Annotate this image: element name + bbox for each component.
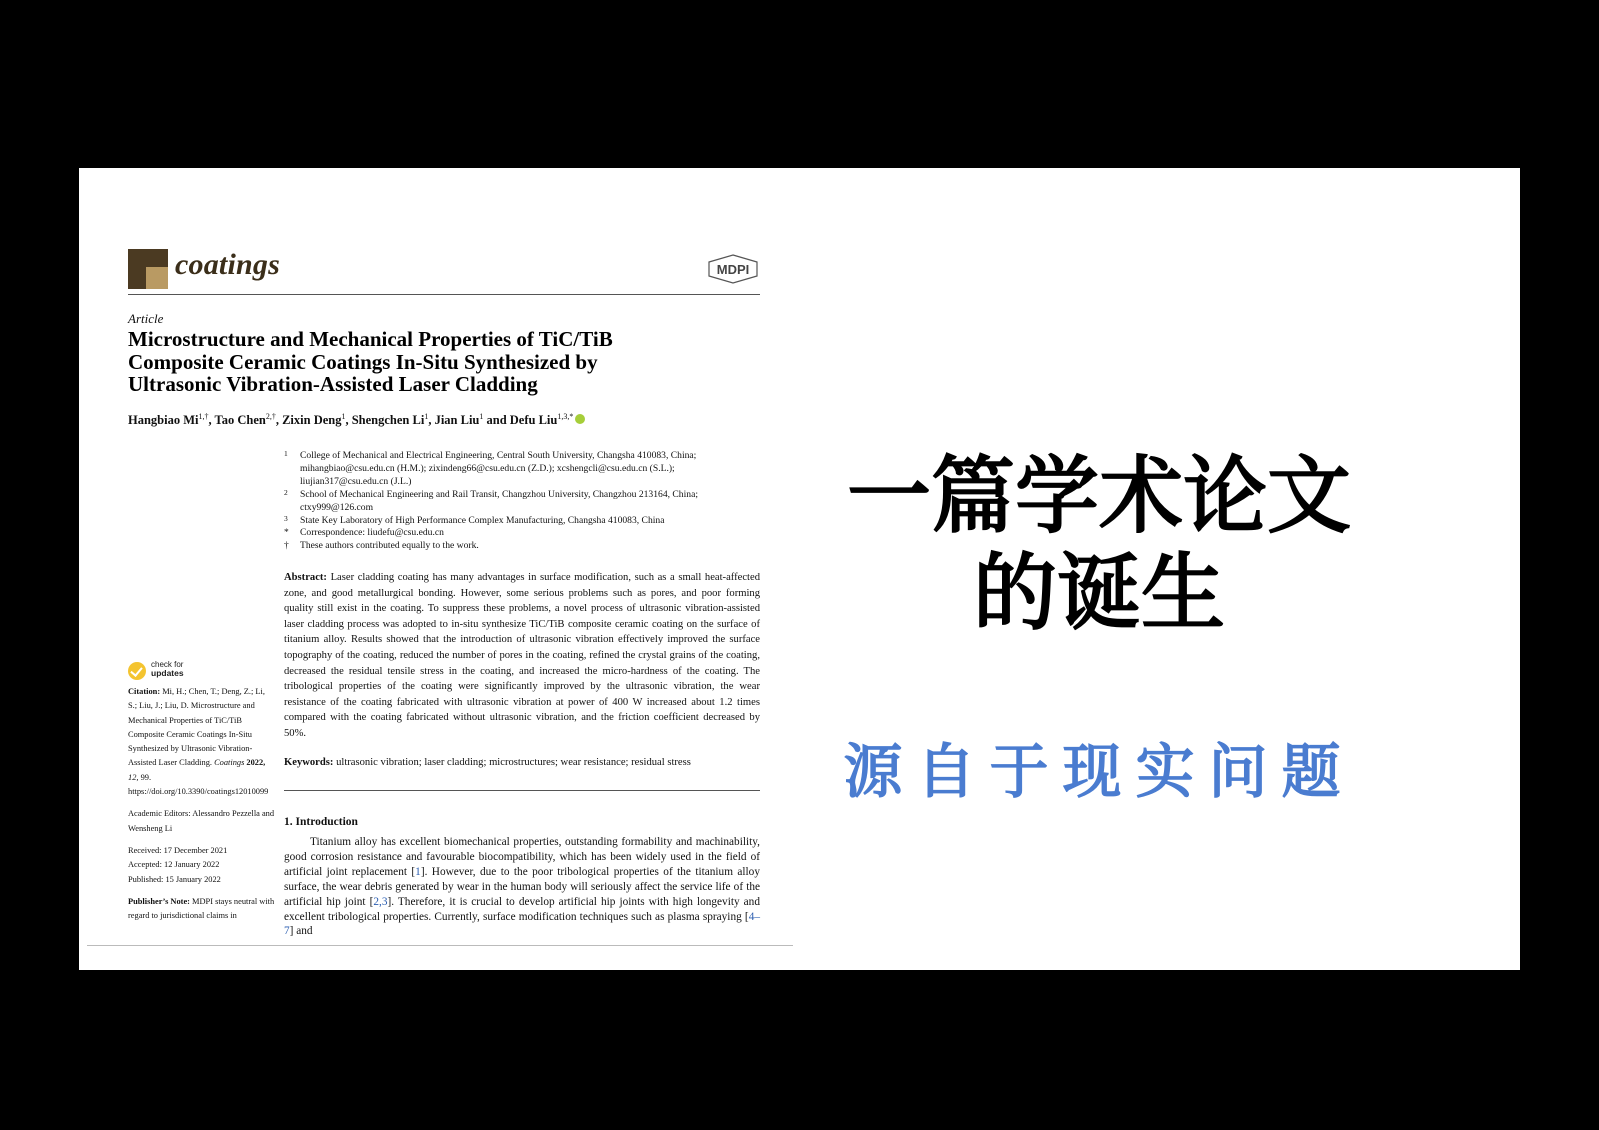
page-bottom-divider (87, 945, 793, 946)
received-date: Received: 17 December 2021 (128, 845, 228, 855)
intro-paragraph (284, 835, 760, 939)
slide-subtitle: 源自于现实问题 (843, 737, 1355, 806)
slide-title-line: 一篇学术论文 (846, 447, 1351, 545)
intro-text-segment: ]. Therefore, it is crucial to develop artificial hip joints with high longevity and excellent tribological properties. Currently, surface modification techniques such as plasma spraying [ (284, 895, 760, 923)
affiliation-line: ctxy999@126.com (300, 501, 374, 513)
affiliation-mark: 2 (284, 487, 288, 497)
citation-link[interactable]: 1 (415, 865, 421, 878)
author-affiliation-mark: 1 (479, 412, 484, 421)
section-heading: 1. Introduction (284, 816, 358, 828)
paper-page-image (79, 168, 799, 970)
keywords-divider (284, 790, 760, 791)
author-name: Shengchen Li (351, 413, 425, 428)
check-updates-label: check for (151, 660, 184, 669)
author-affiliation-mark: 1,† (198, 412, 209, 421)
affiliation-line: mihangbiao@csu.edu.cn (H.M.); zixindeng66@csu.edu.cn (Z.D.); xcshengcli@csu.edu.cn (S.L.); (300, 462, 675, 474)
affiliation-mark: 3 (284, 513, 288, 523)
article-type: Article (128, 311, 164, 326)
publishers-note-text: MDPI stays neutral with regard to jurisdictional claims in (128, 896, 275, 921)
check-for-updates-badge[interactable] (128, 660, 248, 684)
intro-text-segment: ]. However, due to the poor tribological properties of the titanium alloy surface, the wear debris generated by wear in the human body will seriously affect the service life of the artificial hip joint [ (284, 865, 760, 908)
affiliation-mark: * (284, 528, 289, 539)
author-name: Defu Liu (509, 413, 558, 428)
citation-text: Mi, H.; Chen, T.; Deng, Z.; Li, S.; Liu, J.; Liu, D. Microstructure and Mechanical Properties of TiC/TiB Composite Ceramic Coatings In-Situ Synthesized by Ultrasonic Vibration-Assisted Laser Cladding. (128, 687, 265, 768)
publisher-name: MDPI (716, 262, 750, 277)
citation-label: Citation: (128, 687, 161, 696)
author-name: Jian Liu (434, 413, 480, 428)
citation-volume: 12, (128, 772, 139, 782)
citation-link[interactable]: 4–7 (284, 910, 760, 938)
accepted-date: Accepted: 12 January 2022 (128, 860, 220, 870)
author-name: Zixin Deng (282, 413, 342, 428)
abstract (284, 570, 760, 742)
citation-doi: 99. https://doi.org/10.3390/coatings12010099 (128, 772, 269, 797)
affiliation-line: Correspondence: liudefu@csu.edu.cn (300, 527, 444, 539)
academic-editors: Academic Editors: Alessandro Pezzella and Wensheng Li (128, 809, 275, 833)
intro-text-segment: ] and (289, 925, 313, 938)
citation-block (128, 685, 276, 799)
journal-name: coatings (175, 248, 280, 281)
author-separator: , (208, 413, 215, 428)
author-separator: , (345, 413, 352, 428)
correspondence-item (284, 527, 764, 540)
paper-title (128, 328, 728, 396)
publishers-note-label: Publisher’s Note: (128, 896, 190, 906)
affiliation-line: liujian317@csu.edu.cn (J.L.) (300, 475, 412, 487)
slide-title (839, 448, 1359, 642)
published-date: Published: 15 January 2022 (128, 874, 221, 884)
mdpi-logo-icon (707, 254, 759, 284)
affiliation-item (284, 515, 764, 528)
keywords-text: ultrasonic vibration; laser cladding; microstructures; wear resistance; residual stress (336, 757, 691, 768)
author-affiliation-mark: 1 (341, 412, 346, 421)
author-name: Hangbiao Mi (128, 413, 199, 428)
affiliation-line: College of Mechanical and Electrical Engineering, Central South University, Changsha 410083, China; (300, 450, 697, 461)
keywords-label: Keywords: (284, 757, 334, 768)
affiliation-item (284, 489, 764, 515)
citation-link[interactable]: 2,3 (373, 895, 388, 908)
affiliation-mark: 1 (284, 449, 288, 458)
author-affiliation-mark: 1 (424, 412, 429, 421)
slide-title-line: 的诞生 (972, 544, 1225, 642)
affiliation-item (284, 450, 764, 489)
affiliation-mark: † (284, 541, 289, 552)
check-icon (128, 662, 146, 680)
publishers-note (128, 895, 276, 924)
author-separator: , (275, 413, 283, 428)
intro-text-segment: Titanium alloy has excellent biomechanical properties, outstanding formability and machinability, good corrosion resistance and favourable biocompatibility, which has been widely used in the field of artificial joint replacement [ (284, 836, 760, 878)
article-info-sidebar (128, 685, 276, 923)
author-affiliation-mark: 1,3,* (557, 412, 574, 421)
title-line: Composite Ceramic Coatings In-Situ Synthesized by (128, 349, 598, 374)
check-updates-label: updates (151, 668, 184, 678)
journal-logo-mark (128, 249, 168, 289)
keywords (284, 756, 764, 770)
affiliation-line: These authors contributed equally to the work. (300, 540, 479, 552)
author-separator: , (428, 413, 435, 428)
affiliation-line: School of Mechanical Engineering and Rail Transit, Changzhou University, Changzhou 213164, China; (300, 488, 698, 500)
abstract-label: Abstract: (284, 572, 327, 583)
author-affiliation-mark: 2,† (265, 412, 276, 421)
title-line: Ultrasonic Vibration-Assisted Laser Cladding (128, 372, 538, 396)
affiliations (284, 450, 764, 553)
citation-year: 2022, (244, 758, 266, 768)
orcid-icon[interactable] (575, 414, 585, 424)
slide-canvas (79, 168, 1520, 970)
affiliation-line: State Key Laboratory of High Performance Complex Manufacturing, Changsha 410083, China (300, 514, 665, 526)
author-name: Tao Chen (214, 413, 266, 428)
abstract-text: Laser cladding coating has many advantages in surface modification, such as a small heat-affected zone, and good metallurgical bonding. However, some serious problems such as pores, and poor forming quality still exist in the coating. To suppress these problems, a novel process of ultrasonic vibration-assisted laser cladding process was adopted to in-situ synthesize TiC/TiB composite ceramic coating on the surface of titanium alloy. Results showed that the introduction of ultrasonic vibration effectively improved the surface topography of the coating, reduced the number of pores in the coating, refined the crystal grains of the coating, decreased the residual tensile stress in the coating, and increased the micro-hardness of the coating. The tribological properties of the coating were significantly improved by the ultrasonic vibration, the wear resistance of the coating fabricated with ultrasonic vibration at power of 400 W increased about 1.2 times compared with the coating fabricated without ultrasonic vibration, and the friction coefficient decreased by 50%. (284, 572, 761, 739)
author-separator: and (483, 413, 510, 428)
author-list (128, 412, 585, 428)
header-divider (128, 294, 760, 295)
citation-journal: Coatings (214, 758, 245, 768)
title-line: Microstructure and Mechanical Properties of TiC/TiB (128, 327, 613, 351)
equal-contribution-note (284, 540, 764, 553)
